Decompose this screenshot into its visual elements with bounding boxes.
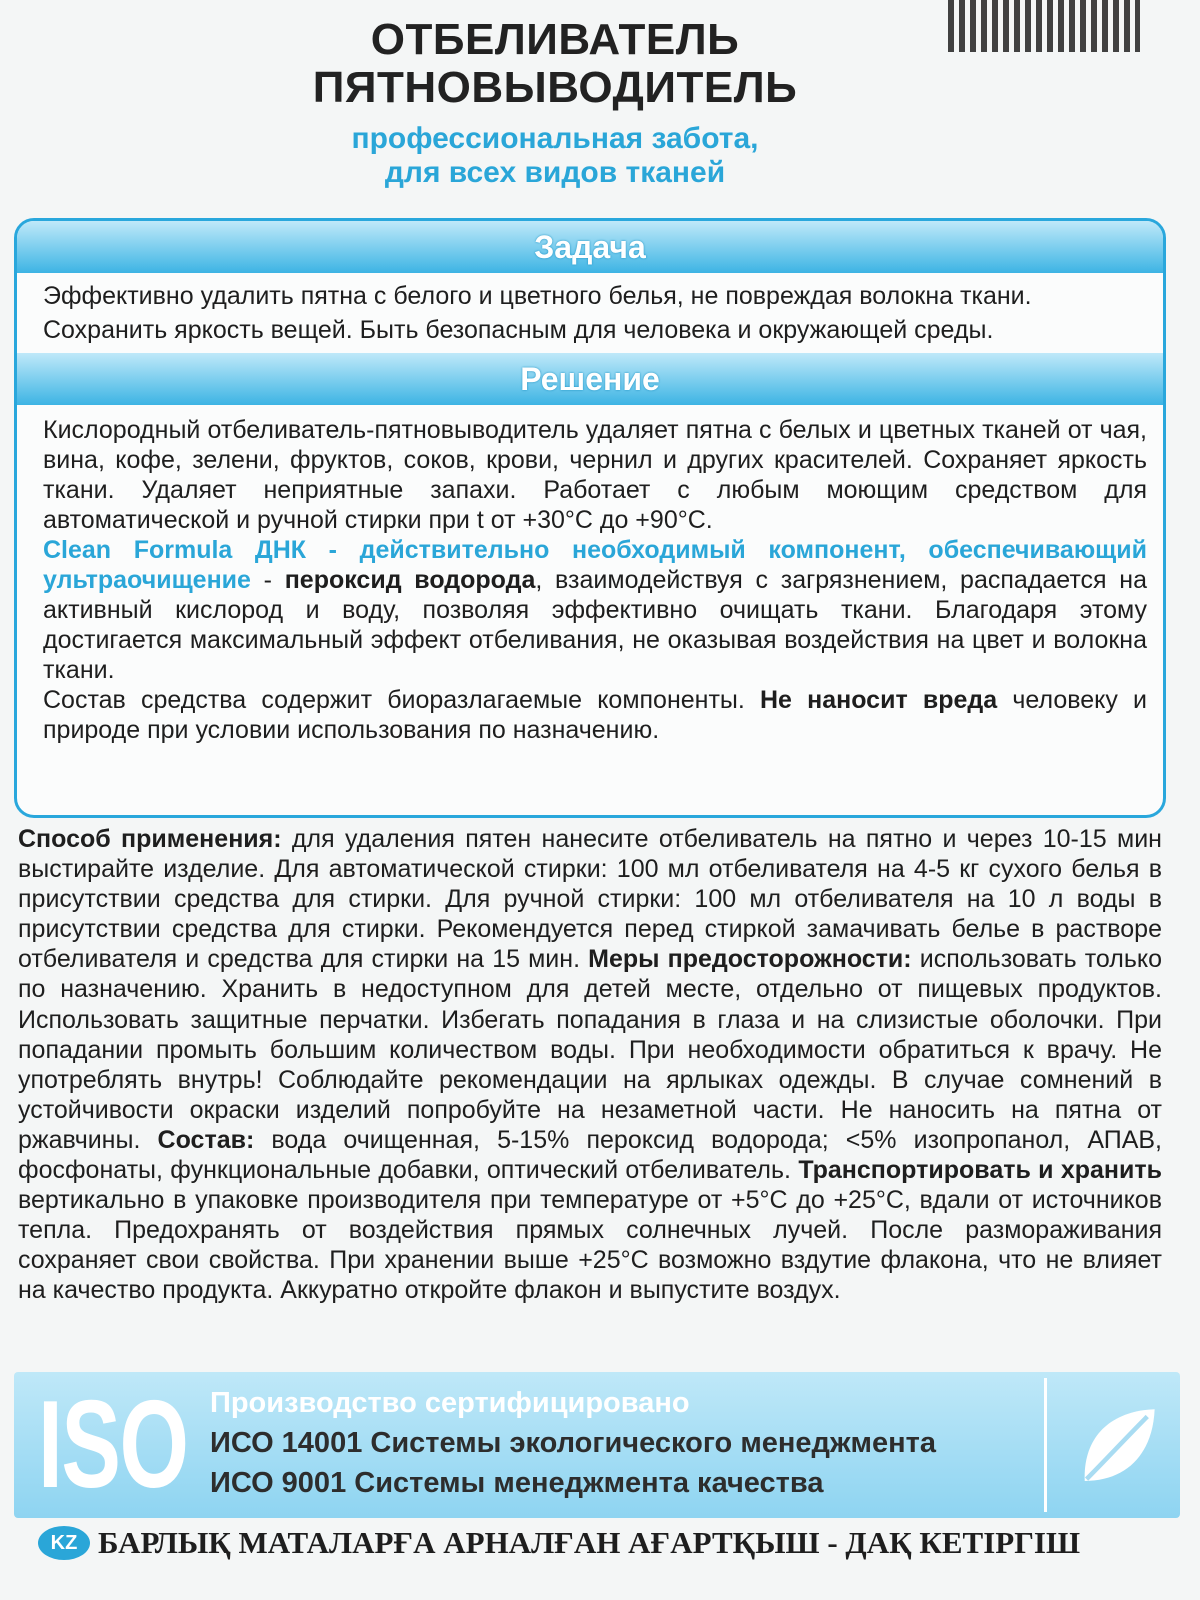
- task-solution-box: [14, 218, 1166, 818]
- usage-label: Способ применения:: [18, 825, 282, 853]
- usage-instructions: [18, 824, 1162, 1306]
- iso-certification-band: [14, 1372, 1180, 1518]
- kz-cut-off-text: [18, 1568, 1178, 1600]
- iso-14001-line: ИСО 14001 Системы экологического менеджмента: [210, 1427, 936, 1459]
- dash-text: -: [250, 566, 285, 594]
- task-heading: Задача: [17, 221, 1163, 273]
- solution-paragraph-3: [43, 685, 1147, 745]
- precautions-label: Меры предосторожности:: [588, 945, 912, 974]
- iso-divider: [1044, 1378, 1047, 1512]
- product-subtitle-line1: профессиональная забота,: [351, 122, 759, 155]
- usage-text: для удаления пятен нанесите отбеливатель на пятно и через 10-15 мин выстирайте изделие. Для автоматической стирки: 100 мл отбеливателя на 4-5 кг сухого белья в присутствии средства для стирки. Для ручной стирки: 100 мл отбеливателя на 10 л воды в присутствии средства для стирки. Рекомендуется перед стиркой замачивать белье в растворе отбеливателя и средства для стирки на 15 мин.: [18, 825, 1162, 974]
- composition-note-end: человеку и природе при условии использования по назначению.: [43, 686, 1147, 744]
- solution-text: [43, 415, 1147, 745]
- precautions-text: использовать только по назначению. Хранить в недоступном для детей месте, отдельно от пищевых продуктов. Использовать защитные перчатки. Избегать попадания в глаза и на слизистые оболочки. При попадании промыть большим количеством воды. При необходимости обратиться к врачу. Не употреблять внутрь! Соблюдайте рекомендации на ярлыках одежды. В случае сомнений в устойчивости окраски изделий попробуйте на незаметной части. Не наносить на пятна от ржавчины.: [18, 945, 1163, 1154]
- leaf-icon: [1070, 1400, 1162, 1492]
- clean-formula-text: Clean Formula ДНК - действительно необходимый компонент, обеспечивающий ультраочищение: [43, 536, 1147, 594]
- composition-label: Состав:: [157, 1125, 255, 1154]
- solution-heading: Решение: [17, 353, 1163, 405]
- composition-text: вода очищенная, 5-15% пероксид водорода; <5% изопропанол, АПАВ, фосфонаты, функциональные добавки, оптический отбеливатель.: [18, 1125, 1162, 1185]
- product-subtitle-line2: для всех видов тканей: [384, 156, 726, 189]
- composition-note: Состав средства содержит биоразлагаемые компоненты.: [43, 686, 760, 714]
- kz-language-badge: KZ: [38, 1526, 90, 1560]
- kz-product-title: БАРЛЫҚ МАТАЛАРҒА АРНАЛҒАН АҒАРТҚЫШ - ДАҚ КЕТІРГІШ: [98, 1525, 1081, 1560]
- solution-paragraph-2: [43, 535, 1147, 685]
- solution-paragraph-1: Кислородный отбеливатель-пятновыводитель удаляет пятна с белых и цветных тканей от чая, вина, кофе, зелени, фруктов, соков, крови, чернил и других красителей. Сохраняет яркость ткани. Удаляет неприятные запахи. Работает с любым моющим средством для автоматической и ручной стирки при t от +30°C до +90°C.: [43, 416, 1147, 534]
- iso-title: Производство сертифицировано: [210, 1387, 690, 1419]
- peroxide-bold: пероксид водорода: [284, 566, 536, 594]
- iso-logo: ISO: [38, 1376, 188, 1514]
- product-title-line1: ОТБЕЛИВАТЕЛЬ: [370, 15, 740, 64]
- task-text: Эффективно удалить пятна с белого и цветного белья, не повреждая волокна ткани. Сохранить яркость вещей. Быть безопасным для человека и окружающей среды.: [43, 282, 1032, 344]
- storage-label: Транспортировать и хранить: [798, 1156, 1162, 1185]
- solution-paragraph-2-rest: , взаимодействуя с загрязнением, распадается на активный кислород и воду, позволяя эффективно очищать ткани. Благодаря этому достигается максимальный эффект отбеливания, не оказывая воздействия на цвет и волокна ткани.: [43, 566, 1147, 684]
- product-title-line2: ПЯТНОВЫВОДИТЕЛЬ: [312, 63, 798, 112]
- storage-text: вертикально в упаковке производителя при температуре от +5°C до +25°C, вдали от источников тепла. Предохранять от воздействия прямых солнечных лучей. После размораживания сохраняет свои свойства. При хранении выше +25°C возможно вздутие флакона, что не влияет на качество продукта. Аккуратно откройте флакон и выпустите воздух.: [18, 1186, 1162, 1305]
- iso-9001-line: ИСО 9001 Системы менеджмента качества: [210, 1467, 824, 1499]
- no-harm-bold: Не наносит вреда: [760, 686, 998, 714]
